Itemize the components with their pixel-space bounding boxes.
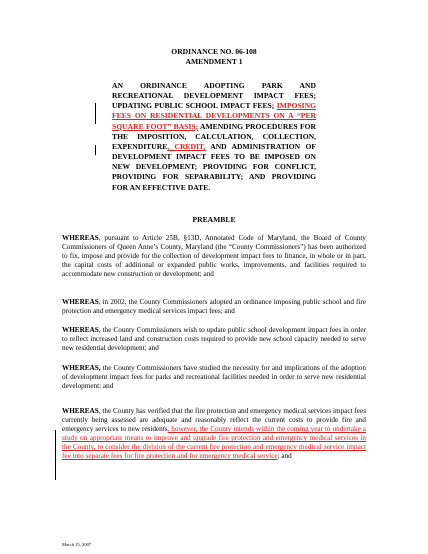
amendment-label: AMENDMENT 1	[185, 57, 243, 66]
whereas-lead: WHEREAS	[62, 234, 99, 242]
whereas-paragraph	[62, 234, 366, 279]
whereas-paragraph	[62, 364, 366, 391]
revision-bar	[95, 145, 96, 155]
revision-bar	[95, 103, 96, 124]
paragraph-text: , in 2002, the County Commissioners adopted an ordinance imposing public school and fire protection and emergency medical services impact fees; and	[62, 298, 366, 316]
whereas-lead: WHEREAS,	[62, 364, 101, 372]
revision-bar	[55, 430, 56, 480]
title-inserted-text: , CREDIT,	[167, 141, 206, 151]
whereas-lead: WHEREAS	[62, 298, 99, 306]
title-inserted-text: IMPOSING FEES ON RESIDENTIAL DEVELOPMENTS ON A “PER SQUARE FOOT” BASIS;	[112, 101, 316, 131]
paragraph-text: , the County Commissioners wish to update public school development impact fees in order to reflect increased land and construction costs required to provide new school capacity needed to serve new residential development; and	[62, 326, 366, 353]
preamble-heading: PREAMBLE	[192, 215, 236, 224]
title-text: AN ORDINANCE ADOPTING PARK AND RECREATIONAL DEVELOPMENT IMPACT FEES; UPDATING PUBLIC SCHOOL IMPACT FEES;	[112, 81, 316, 111]
title-text: AND ADMINISTRATION OF DEVELOPMENT IMPACT FEES TO BE IMPOSED ON NEW DEVELOPMENT; PROVIDING FOR CONFLICT, PROVIDING FOR SEPARABILITY; AND PROVIDING FOR AN EFFECTIVE DATE.	[112, 141, 316, 192]
ordinance-title	[112, 81, 316, 193]
paragraph-text: ; and	[277, 452, 292, 461]
whereas-lead: WHEREAS	[62, 407, 99, 415]
whereas-lead: WHEREAS	[62, 326, 99, 334]
whereas-paragraph	[62, 298, 366, 316]
ordinance-number: ORDINANCE NO. 06-108	[171, 47, 257, 56]
title-text: AMENDING PROCEDURES FOR THE IMPOSITION, CALCULATION, COLLECTION, EXPENDITURE	[112, 121, 316, 151]
whereas-paragraph	[62, 407, 366, 461]
whereas-paragraph	[62, 326, 366, 353]
paragraph-text: , pursuant to Article 25B, §13D, Annotated Code of Maryland, the Board of County Commissioners of Queen Anne’s County, Maryland (the “County Commissioners”) has been authorized to fix, impose and provide for the collection of development impact fees to finance, in whole or in part, the capital costs of additional or expanded public works, improvements, and facilities required to accommodate new construction or development; and	[62, 234, 366, 279]
paragraph-text: the County Commissioners have studied the necessity for and implications of the adoption of development impact fees for parks and recreational facilities needed in order to serve new residential development; and	[62, 364, 366, 391]
inserted-text: , however, the County intends within the coming year to undertake a study on appropriate means to improve and upgrade fire protection and emergency medical services in the County, to consider the division of the current fire protection and emergency medical service impact fee into separate fees for fire protection and for emergency medical service	[62, 425, 366, 461]
footer-date: March 15, 2007	[62, 542, 92, 547]
paragraph-text: , the County has verified that the fire protection and emergency medical services impact fees currently being assessed are adequate and reasonably reflect the current costs to provide fire and emergency services to new residents	[62, 407, 366, 434]
